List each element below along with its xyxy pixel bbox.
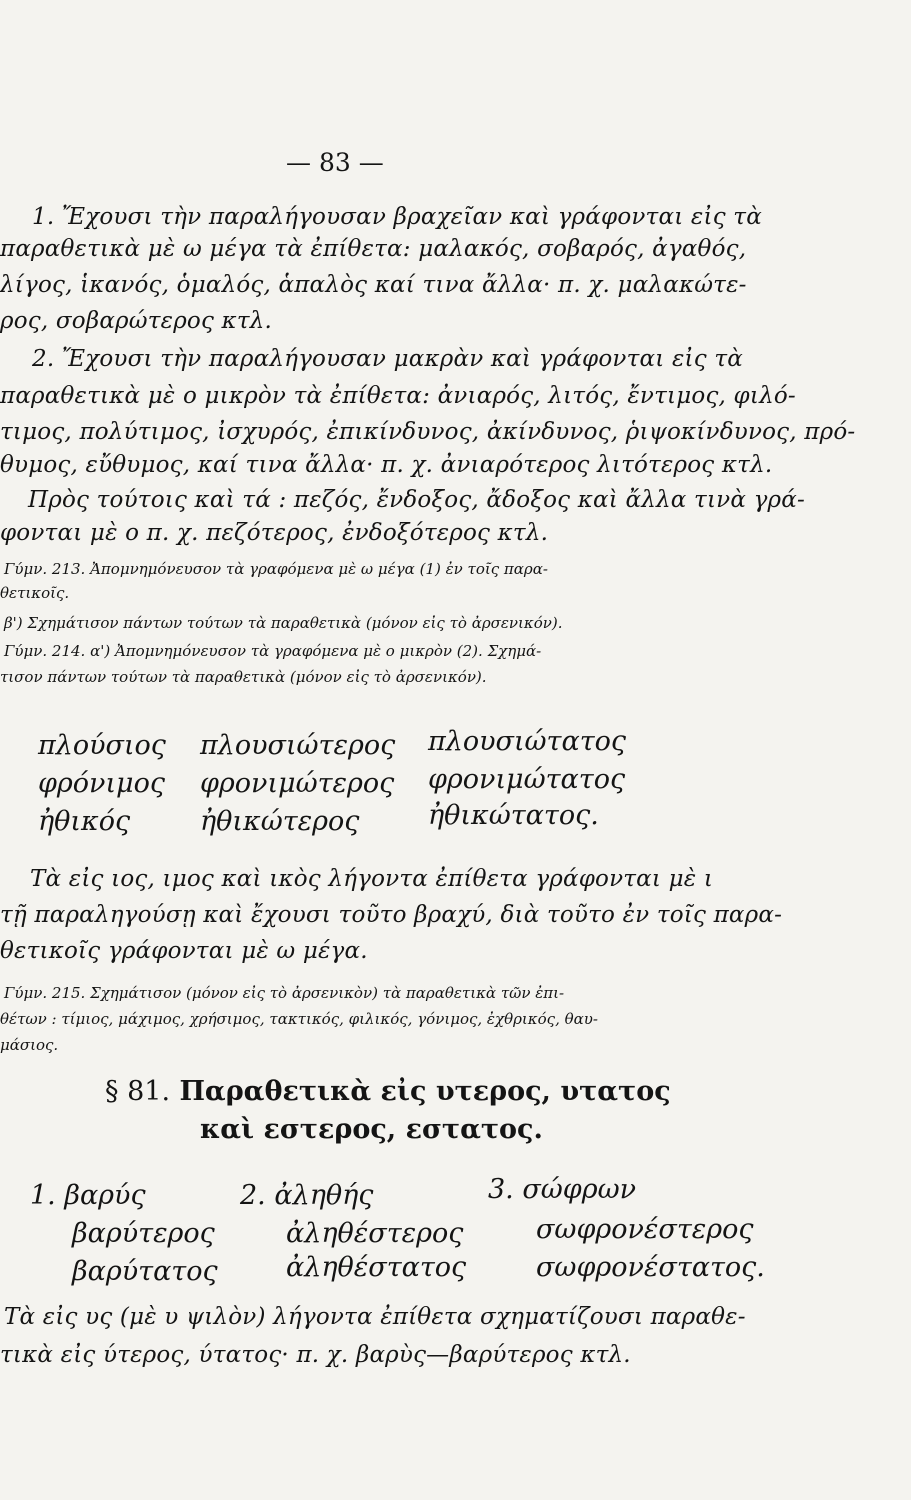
exercise-214-line-2: τισον πάντων τούτων τὰ παραθετικὰ (μόνον εἰς τὸ ἀρσενικόν). <box>0 668 487 686</box>
exercise-215-line-1: Γύμν. 215. Σχημάτισον (μόνον εἰς τὸ ἀρσενικὸν) τὰ παραθετικὰ τῶν ἐπι- <box>4 984 565 1002</box>
rule-1-line-3: λίγος, ἱκανός, ὁμαλός, ἁπαλὸς καί τινα ἄλλα· π. χ. μαλακώτε- <box>0 272 747 298</box>
handwritten-cell-3-3: ἠθικώτατος. <box>428 800 599 831</box>
comparison-cell-2-3: σωφρονέστερος <box>536 1214 754 1245</box>
comparison-cell-3-3: σωφρονέστατος. <box>536 1252 765 1283</box>
section-heading <box>105 1076 671 1107</box>
rule-2-line-6: φονται μὲ ο π. χ. πεζότερος, ἐνδοξότερος κτλ. <box>0 520 549 546</box>
handwritten-cell-2-1: φρόνιμος <box>38 768 165 799</box>
comparison-cell-2-2: ἀληθέστερος <box>286 1218 464 1249</box>
section-number: § 81. <box>105 1076 171 1107</box>
rule-2-line-4: θυμος, εὔθυμος, καί τινα ἄλλα· π. χ. ἀνιαρότερος λιτότερος κτλ. <box>0 452 773 478</box>
rule-1-line-1: 1. Ἔχουσι τὴν παραλήγουσαν βραχεῖαν καὶ γράφονται εἰς τὰ <box>32 204 762 230</box>
section-title-line-1: Παραθετικὰ εἰς υτερος, υτατος <box>179 1076 671 1107</box>
rule-1-line-4: ρος, σοβαρώτερος κτλ. <box>0 308 273 334</box>
rule-2-line-1: 2. Ἔχουσι τὴν παραλήγουσαν μακρὰν καὶ γράφονται εἰς τὰ <box>32 346 743 372</box>
page-number: — 83 — <box>286 148 384 177</box>
rule-1-line-2: παραθετικὰ μὲ ω μέγα τὰ ἐπίθετα: μαλακός, σοβαρός, ἀγαθός, <box>0 236 747 262</box>
comparison-cell-1-1: 1. βαρύς <box>30 1180 146 1211</box>
comparison-cell-2-1: βαρύτερος <box>72 1218 215 1249</box>
handwritten-cell-2-3: φρονιμώτατος <box>428 764 626 795</box>
exercise-213-line-3: β') Σχημάτισον πάντων τούτων τὰ παραθετικὰ (μόνον εἰς τὸ ἀρσενικόν). <box>4 614 563 632</box>
handwritten-cell-3-1: ἠθικός <box>38 806 131 837</box>
rule-2-line-3: τιμος, πολύτιμος, ἰσχυρός, ἐπικίνδυνος, ἀκίνδυνος, ῥιψοκίνδυνος, πρό- <box>0 419 856 445</box>
rule-3-line-1: Τὰ εἰς ιος, ιμος καὶ ικὸς λήγοντα ἐπίθετα γράφονται μὲ ι <box>30 866 714 892</box>
rule-2-line-5: Πρὸς τούτοις καὶ τά : πεζός, ἔνδοξος, ἄδοξος καὶ ἄλλα τινὰ γρά- <box>28 487 805 513</box>
exercise-215-line-3: μάσιος. <box>0 1036 59 1054</box>
rule-2-line-2: παραθετικὰ μὲ ο μικρὸν τὰ ἐπίθετα: ἀνιαρός, λιτός, ἔντιμος, φιλό- <box>0 383 796 409</box>
rule-3-line-3: θετικοῖς γράφονται μὲ ω μέγα. <box>0 938 368 964</box>
handwritten-cell-1-1: πλούσιος <box>38 730 166 761</box>
comparison-cell-1-2: 2. ἀληθής <box>240 1180 374 1211</box>
section-title-line-2: καὶ εστερος, εστατος. <box>200 1114 543 1145</box>
handwritten-cell-1-3: πλουσιώτατος <box>428 726 627 757</box>
exercise-214-line-1: Γύμν. 214. α') Ἀπομνημόνευσον τὰ γραφόμενα μὲ ο μικρὸν (2). Σχημά- <box>4 642 542 660</box>
final-line-1: Τὰ εἰς υς (μὲ υ ψιλὸν) λήγοντα ἐπίθετα σχηματίζουσι παραθε- <box>4 1304 746 1330</box>
handwritten-cell-1-2: πλουσιώτερος <box>200 730 396 761</box>
handwritten-cell-2-2: φρονιμώτερος <box>200 768 395 799</box>
exercise-213-line-2: θετικοῖς. <box>0 584 70 602</box>
handwritten-cell-3-2: ἠθικώτερος <box>200 806 360 837</box>
rule-3-line-2: τῇ παραληγούσῃ καὶ ἔχουσι τοῦτο βραχύ, διὰ τοῦτο ἐν τοῖς παρα- <box>0 902 783 928</box>
comparison-cell-3-1: βαρύτατος <box>72 1256 218 1287</box>
exercise-215-line-2: θέτων : τίμιος, μάχιμος, χρήσιμος, τακτικός, φιλικός, γόνιμος, ἐχθρικός, θαυ- <box>0 1010 598 1028</box>
exercise-213-line-1: Γύμν. 213. Ἀπομνημόνευσον τὰ γραφόμενα μὲ ω μέγα (1) ἐν τοῖς παρα- <box>4 560 548 578</box>
final-line-2: τικὰ εἰς ύτερος, ύτατος· π. χ. βαρὺς—βαρύτερος κτλ. <box>0 1342 631 1368</box>
comparison-cell-3-2: ἀληθέστατος <box>286 1252 467 1283</box>
comparison-cell-1-3: 3. σώφρων <box>488 1174 636 1205</box>
